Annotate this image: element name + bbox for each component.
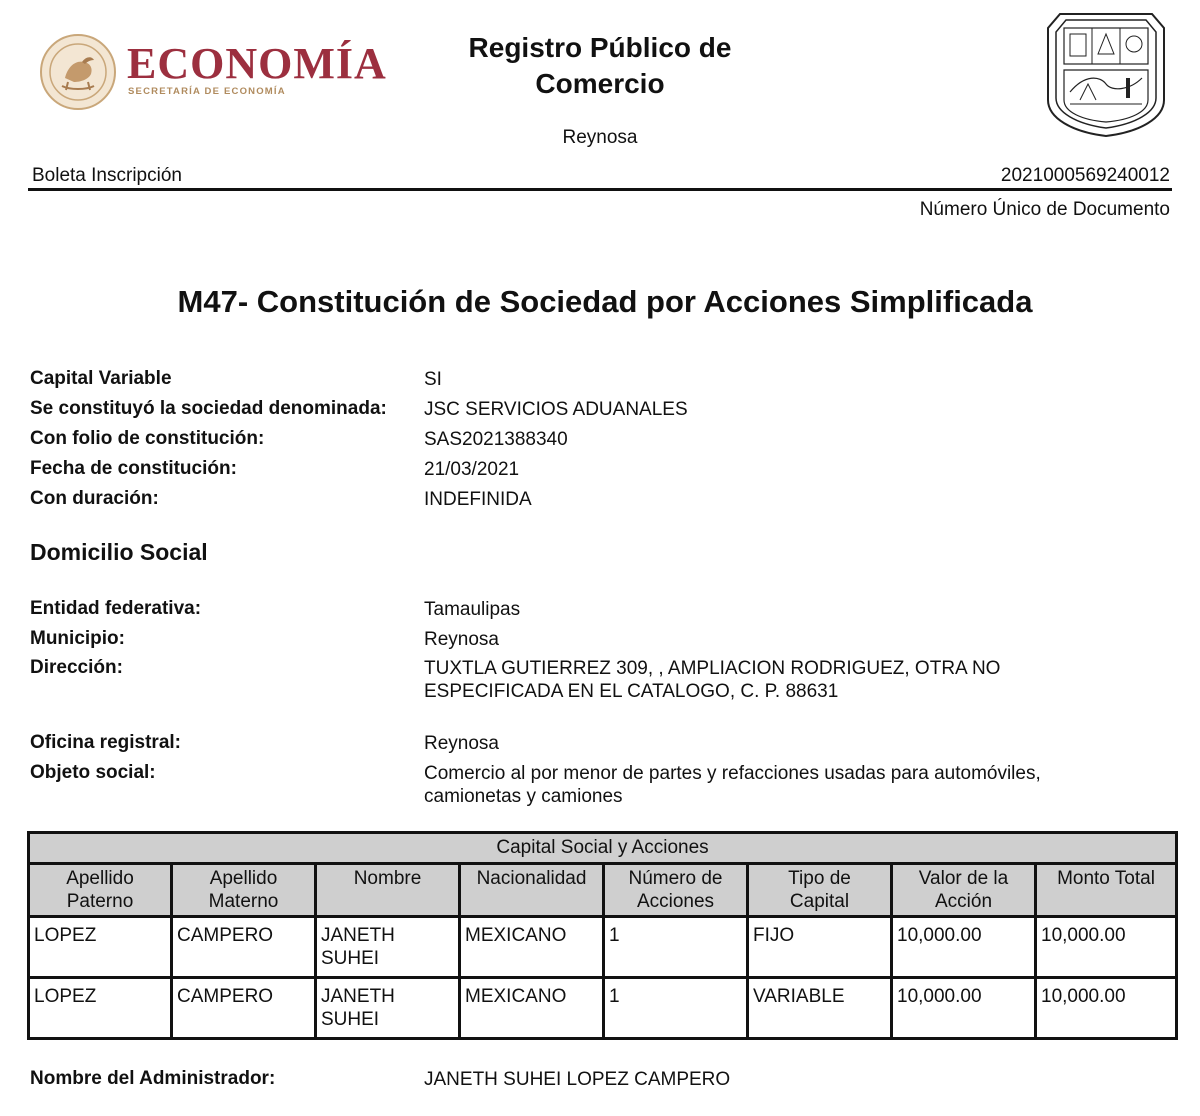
cell-nombre: JANETH SUHEI	[316, 978, 460, 1039]
cell-numero-acciones: 1	[604, 978, 748, 1039]
document-number: 2021000569240012	[1000, 165, 1170, 186]
page-title: M47- Constitución de Sociedad por Acciones Simplificada	[177, 284, 1033, 319]
objeto-line-1: Comercio al por menor de partes y refacciones usadas para automóviles,	[424, 763, 1041, 784]
table-row	[29, 917, 1177, 978]
direccion-line-1: TUXTLA GUTIERREZ 309, , AMPLIACION RODRIGUEZ, OTRA NO	[424, 658, 1001, 679]
economia-wordmark: ECONOMÍA	[127, 39, 387, 88]
field-label-fecha: Fecha de constitución:	[30, 458, 237, 479]
capital-social-table	[27, 831, 1178, 1040]
cell-tipo-capital: FIJO	[748, 917, 892, 978]
column-header-nacionalidad: Nacionalidad	[460, 864, 604, 917]
header-divider	[28, 188, 1172, 191]
cell-nombre: JANETH SUHEI	[316, 917, 460, 978]
field-label-oficina: Oficina registral:	[30, 732, 181, 753]
registry-city: Reynosa	[562, 127, 638, 148]
cell-valor-accion: 10,000.00	[892, 917, 1036, 978]
cell-apellido-materno: CAMPERO	[172, 978, 316, 1039]
field-label-denominacion: Se constituyó la sociedad denominada:	[30, 398, 387, 419]
table-row	[29, 978, 1177, 1039]
registry-title: Registro Público de Comercio	[468, 32, 732, 99]
field-label-direccion: Dirección:	[30, 657, 123, 678]
column-header-apellido-paterno: Apellido Paterno	[29, 864, 172, 917]
boleta-label: Boleta Inscripción	[32, 165, 182, 186]
cell-apellido-paterno: LOPEZ	[29, 917, 172, 978]
field-value-capital-variable: SI	[424, 369, 442, 390]
field-value-folio: SAS2021388340	[424, 429, 568, 450]
cell-apellido-paterno: LOPEZ	[29, 978, 172, 1039]
field-label-objeto: Objeto social:	[30, 762, 156, 783]
field-value-direccion	[424, 657, 1164, 703]
column-header-valor-accion: Valor de la Acción	[892, 864, 1036, 917]
cell-nacionalidad: MEXICANO	[460, 978, 604, 1039]
cell-monto-total: 10,000.00	[1036, 978, 1177, 1039]
column-header-tipo-capital: Tipo de Capital	[748, 864, 892, 917]
cell-tipo-capital: VARIABLE	[748, 978, 892, 1039]
field-value-oficina: Reynosa	[424, 733, 499, 754]
column-header-numero-acciones: Número de Acciones	[604, 864, 748, 917]
table-header-row	[29, 864, 1177, 917]
table-title: Capital Social y Acciones	[29, 833, 1177, 864]
field-label-entidad: Entidad federativa:	[30, 598, 202, 619]
column-header-apellido-materno: Apellido Materno	[172, 864, 316, 917]
field-label-folio: Con folio de constitución:	[30, 428, 265, 449]
field-label-municipio: Municipio:	[30, 628, 125, 649]
field-value-objeto	[424, 762, 1164, 808]
direccion-line-2: ESPECIFICADA EN EL CATALOGO, C. P. 88631	[424, 681, 839, 702]
state-coat-of-arms-icon	[1040, 4, 1172, 138]
cell-nacionalidad: MEXICANO	[460, 917, 604, 978]
field-label-administrador: Nombre del Administrador:	[30, 1068, 276, 1089]
field-value-duracion: INDEFINIDA	[424, 489, 532, 510]
field-value-entidad: Tamaulipas	[424, 599, 521, 620]
cell-valor-accion: 10,000.00	[892, 978, 1036, 1039]
column-header-monto-total: Monto Total	[1036, 864, 1177, 917]
field-value-administrador: JANETH SUHEI LOPEZ CAMPERO	[424, 1069, 731, 1090]
field-value-fecha: 21/03/2021	[424, 459, 520, 480]
cell-numero-acciones: 1	[604, 917, 748, 978]
objeto-line-2: camionetas y camiones	[424, 786, 623, 807]
document-number-label: Número Único de Documento	[919, 199, 1170, 220]
section-heading-domicilio: Domicilio Social	[30, 539, 208, 565]
economia-subtitle: SECRETARÍA DE ECONOMÍA	[128, 86, 286, 97]
field-value-municipio: Reynosa	[424, 629, 499, 650]
field-value-denominacion: JSC SERVICIOS ADUANALES	[424, 399, 688, 420]
field-label-duracion: Con duración:	[30, 488, 159, 509]
field-label-capital-variable: Capital Variable	[30, 368, 172, 389]
cell-apellido-materno: CAMPERO	[172, 917, 316, 978]
cell-monto-total: 10,000.00	[1036, 917, 1177, 978]
column-header-nombre: Nombre	[316, 864, 460, 917]
mexican-eagle-seal-icon	[38, 32, 118, 112]
